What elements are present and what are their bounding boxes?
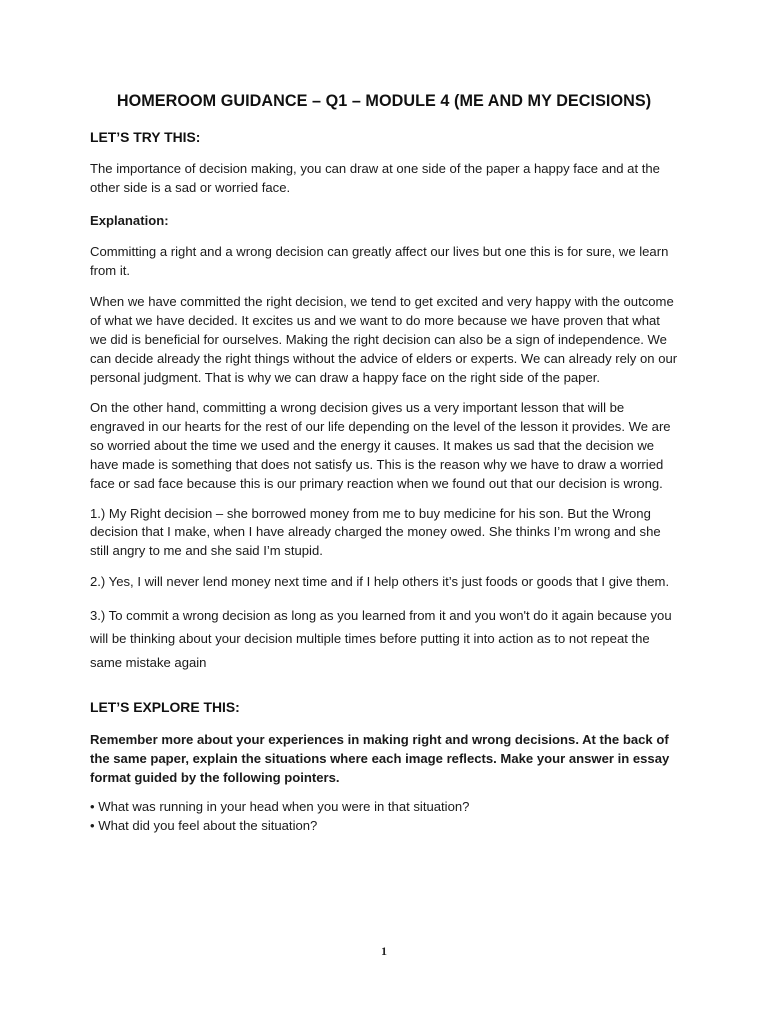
document-title: HOMEROOM GUIDANCE – Q1 – MODULE 4 (ME AND MY DECISIONS) bbox=[116, 92, 652, 110]
explanation-paragraph: Committing a right and a wrong decision can greatly affect our lives but one this is for sure, we learn from it. bbox=[90, 243, 669, 278]
explanation-label: Explanation: bbox=[90, 212, 169, 228]
pointer-list bbox=[90, 798, 680, 836]
explanation-paragraph: On the other hand, committing a wrong decision gives us a very important lesson that will be engraved in our hearts for the rest of our life depending on the level of the lesson it provides. We are so worried about the time we used and the energy it causes. It makes us sad that the decision we have made is something that does not satisfy us. This is the reason why we have to draw a worried face or sad face because this is our primary reaction when we found out that our decision is wrong. bbox=[90, 399, 671, 491]
answer-item: 1.) My Right decision – she borrowed money from me to buy medicine for his son. But the Wrong decision that I make, when I have already charged the money owed. She thinks I’m wrong and she still angry to me and she said I’m stupid. bbox=[90, 505, 661, 559]
document-body bbox=[90, 128, 680, 835]
list-item: • What was running in your head when you were in that situation? bbox=[90, 798, 470, 814]
intro-paragraph: The importance of decision making, you can draw at one side of the paper a happy face and at the other side is a sad or worried face. bbox=[90, 160, 660, 195]
section-heading-explore-this: LET’S EXPLORE THIS: bbox=[90, 699, 240, 716]
section-heading-try-this: LET’S TRY THIS: bbox=[90, 129, 201, 145]
instructions-paragraph: Remember more about your experiences in making right and wrong decisions. At the back of the same paper, explain the situations where each image reflects. Make your answer in essay format guided by the following pointers. bbox=[90, 731, 670, 785]
explanation-paragraph: When we have committed the right decision, we tend to get excited and very happy with the outcome of what we have decided. It excites us and we want to do more because we have proven that what we did is beneficial for ourselves. Making the right decision can also be a sign of independence. We can decide already the right things without the advice of elders or experts. We can already rely on our personal judgment. That is why we can draw a happy face on the right side of the paper. bbox=[90, 294, 678, 386]
list-item: • What did you feel about the situation? bbox=[90, 817, 318, 833]
page-number: 1 bbox=[381, 944, 387, 958]
answer-item: 3.) To commit a wrong decision as long as you learned from it and you won't do it again because you will be thinking about your decision multiple times before putting it into action as to not repeat the same mistake again bbox=[90, 608, 672, 670]
answer-item: 2.) Yes, I will never lend money next time and if I help others it’s just foods or goods that I give them. bbox=[90, 574, 670, 590]
